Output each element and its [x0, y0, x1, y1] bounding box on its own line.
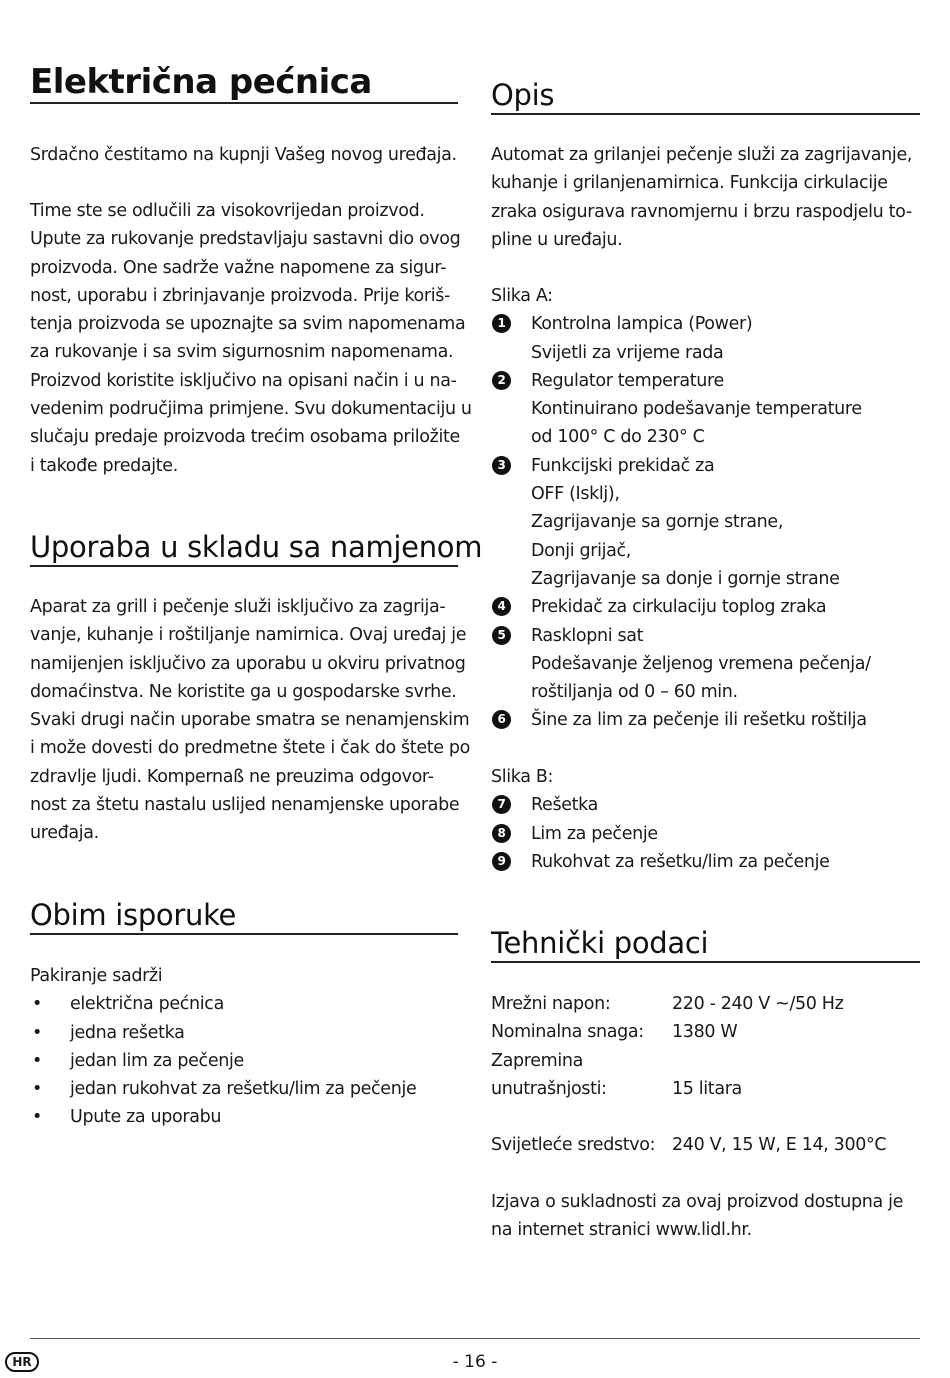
text-line: Zagrijavanje sa donje i gornje strane [531, 568, 840, 589]
text-line: Rasklopni sat [531, 625, 644, 646]
text-line: Regulator temperature [531, 370, 724, 391]
text-line: Time ste se odlučili za visokovrijedan proizvod. [30, 201, 425, 221]
numbered-item [491, 622, 920, 707]
text-line: jedan lim za pečenje [70, 1050, 244, 1071]
text-line: za rukovanje i sa svim sigurnosnim napomenama. [30, 342, 454, 363]
usage-heading: Uporaba u skladu sa namjenom [30, 529, 458, 567]
text-line: slučaju predaje proizvoda trećim osobama priložite [30, 427, 460, 448]
number-badge-icon: 8 [492, 824, 511, 843]
description-heading: Opis [491, 77, 920, 115]
text-line: Srdačno čestitamo na kupnji Vašeg novog uređaja. [30, 145, 457, 165]
number-badge-icon: 7 [492, 795, 511, 814]
country-badge: HR [5, 1352, 39, 1372]
description-text [491, 141, 920, 254]
text-line: Rešetka [531, 795, 598, 816]
intro-body [30, 197, 472, 480]
page-title: Električna pećnica [30, 62, 458, 104]
text-line: Funkcijski prekidač za [531, 455, 715, 476]
conformity-text [491, 1188, 920, 1245]
spec-row [491, 1131, 920, 1159]
conformity-paragraph [491, 1188, 920, 1245]
text-line: Proizvod koristite isključivo na opisani način i u na- [30, 370, 457, 391]
text-line: roštiljanja od 0 – 60 min. [531, 682, 738, 703]
text-line: jedna rešetka [70, 1022, 185, 1043]
text-line: na internet stranici www.lidl.hr. [491, 1220, 752, 1241]
text-line: tenja proizvoda se upoznajte sa svim napomenama [30, 314, 466, 335]
number-badge-icon: 1 [492, 314, 511, 333]
intro-text [30, 141, 458, 169]
usage-paragraph [30, 593, 470, 848]
list-item [30, 1103, 458, 1131]
text-line: nost za štetu nastalu uslijed nenamjenske uporabe [30, 795, 460, 816]
text-line: vedenim područjima primjene. Svu dokumentaciju u [30, 399, 472, 420]
spec-value: 1380 W [672, 1022, 738, 1043]
spec-value: 220 - 240 V ~/50 Hz [672, 994, 844, 1014]
bullet-icon: • [32, 1022, 42, 1043]
tech-heading: Tehnički podaci [491, 925, 920, 963]
usage-text [30, 593, 470, 848]
delivery-section [30, 962, 458, 1132]
numbered-item [491, 452, 920, 593]
text-line: Automat za grilanjei pečenje služi za zagrijavanje, [491, 145, 913, 165]
text-line: od 100° C do 230° C [531, 427, 705, 448]
figure-a-list [491, 310, 920, 734]
footer-divider [30, 1338, 920, 1339]
number-badge-icon: 2 [492, 371, 511, 390]
text-line: uređaja. [30, 823, 99, 844]
delivery-list [30, 990, 458, 1131]
list-item [30, 1019, 458, 1047]
spec-value: 240 V, 15 W, E 14, 300°C [672, 1135, 887, 1155]
figure-b-list [491, 791, 920, 876]
text-line: kuhanje i grilanjenamirnica. Funkcija cirkulacije [491, 173, 888, 194]
page-number: - 16 - [452, 1352, 498, 1372]
text-line: proizvoda. One sadrže važne napomene za sigur- [30, 257, 447, 278]
number-badge-icon: 4 [492, 597, 511, 616]
spec-row [491, 990, 920, 1018]
text-line: Izjava o sukladnosti za ovaj proizvod dostupna je [491, 1192, 904, 1212]
tech-specs [491, 990, 920, 1103]
bullet-icon: • [32, 1107, 42, 1128]
text-line: Lim za pečenje [531, 823, 658, 844]
bullet-icon: • [32, 994, 42, 1015]
text-line: pline u uređaju. [491, 229, 623, 250]
numbered-item [491, 310, 920, 367]
figure-a-section [491, 282, 920, 735]
spec-label: Svijetleće sredstvo: [491, 1135, 656, 1155]
text-line: Upute za uporabu [70, 1107, 222, 1128]
numbered-item [491, 848, 920, 876]
text-line: Podešavanje željenog vremena pečenja/ [531, 653, 871, 674]
list-item [30, 1047, 458, 1075]
bullet-icon: • [32, 1079, 42, 1100]
text-line: Upute za rukovanje predstavljaju sastavni dio ovog [30, 229, 461, 250]
text-line: Prekidač za cirkulaciju toplog zraka [531, 597, 827, 618]
lamp-spec [491, 1131, 920, 1159]
text-line: i takođe predajte. [30, 455, 178, 476]
text-line: Aparat za grill i pečenje služi isključivo za zagrija- [30, 597, 446, 617]
spec-row [491, 1018, 920, 1046]
intro-paragraph [30, 141, 458, 169]
text-line: Šine za lim za pečenje ili rešetku roštilja [531, 710, 867, 731]
text-line: Svijetli za vrijeme rada [531, 342, 724, 363]
text-line: električna pećnica [70, 994, 224, 1015]
spec-row [491, 1075, 920, 1103]
numbered-item [491, 791, 920, 819]
text-line: domaćinstva. Ne koristite ga u gospodarske svrhe. [30, 681, 457, 702]
text-line: Svaki drugi način uporabe smatra se nenamjenskim [30, 710, 470, 731]
text-line: Zagrijavanje sa gornje strane, [531, 512, 784, 533]
spec-table [491, 990, 920, 1103]
text-line: vanje, kuhanje i roštiljanje namirnica. Ovaj uređaj je [30, 625, 467, 646]
text-line: Kontinuirano podešavanje temperature [531, 399, 862, 420]
number-badge-icon: 5 [492, 626, 511, 645]
text-line: jedan rukohvat za rešetku/lim za pečenje [70, 1079, 417, 1100]
spec-label: Nominalna snaga: [491, 1022, 644, 1043]
text-line: zdravlje ljudi. Kompernaß ne preuzima odgovor- [30, 766, 434, 787]
spec-row [491, 1047, 920, 1075]
description-paragraph [491, 141, 920, 254]
list-item [30, 990, 458, 1018]
text-line: zraka osigurava ravnomjernu i brzu raspodjelu to- [491, 201, 912, 222]
numbered-item [491, 706, 920, 734]
intro-body-paragraph [30, 197, 472, 480]
text-line: OFF (Isklj), [531, 484, 620, 505]
delivery-intro: Pakiranje sadrži [30, 966, 163, 986]
text-line: nost, uporabu i zbrinjavanje proizvoda. Prije koriš- [30, 285, 451, 306]
text-line: Rukohvat za rešetku/lim za pečenje [531, 851, 830, 872]
spec-value [672, 1047, 920, 1075]
text-line: Kontrolna lampica (Power) [531, 314, 753, 335]
numbered-item [491, 820, 920, 848]
figure-b-section [491, 763, 920, 876]
figure-a-label: Slika A: [491, 286, 553, 306]
figure-b-label: Slika B: [491, 767, 554, 787]
spec-label: unutrašnjosti: [491, 1078, 607, 1099]
text-line: i može dovesti do predmetne štete i čak do štete po [30, 738, 470, 759]
numbered-item [491, 367, 920, 452]
numbered-item [491, 593, 920, 621]
text-line: Donji grijač, [531, 540, 631, 561]
text-line: namijenjen isključivo za uporabu u okviru privatnog [30, 653, 466, 674]
number-badge-icon: 3 [492, 456, 511, 475]
number-badge-icon: 9 [492, 852, 511, 871]
spec-label: Zapremina [491, 1050, 583, 1071]
spec-label: Mrežni napon: [491, 994, 611, 1014]
spec-value: 15 litara [672, 1078, 742, 1099]
list-item [30, 1075, 458, 1103]
number-badge-icon: 6 [492, 710, 511, 729]
bullet-icon: • [32, 1050, 42, 1071]
delivery-heading: Obim isporuke [30, 897, 458, 935]
